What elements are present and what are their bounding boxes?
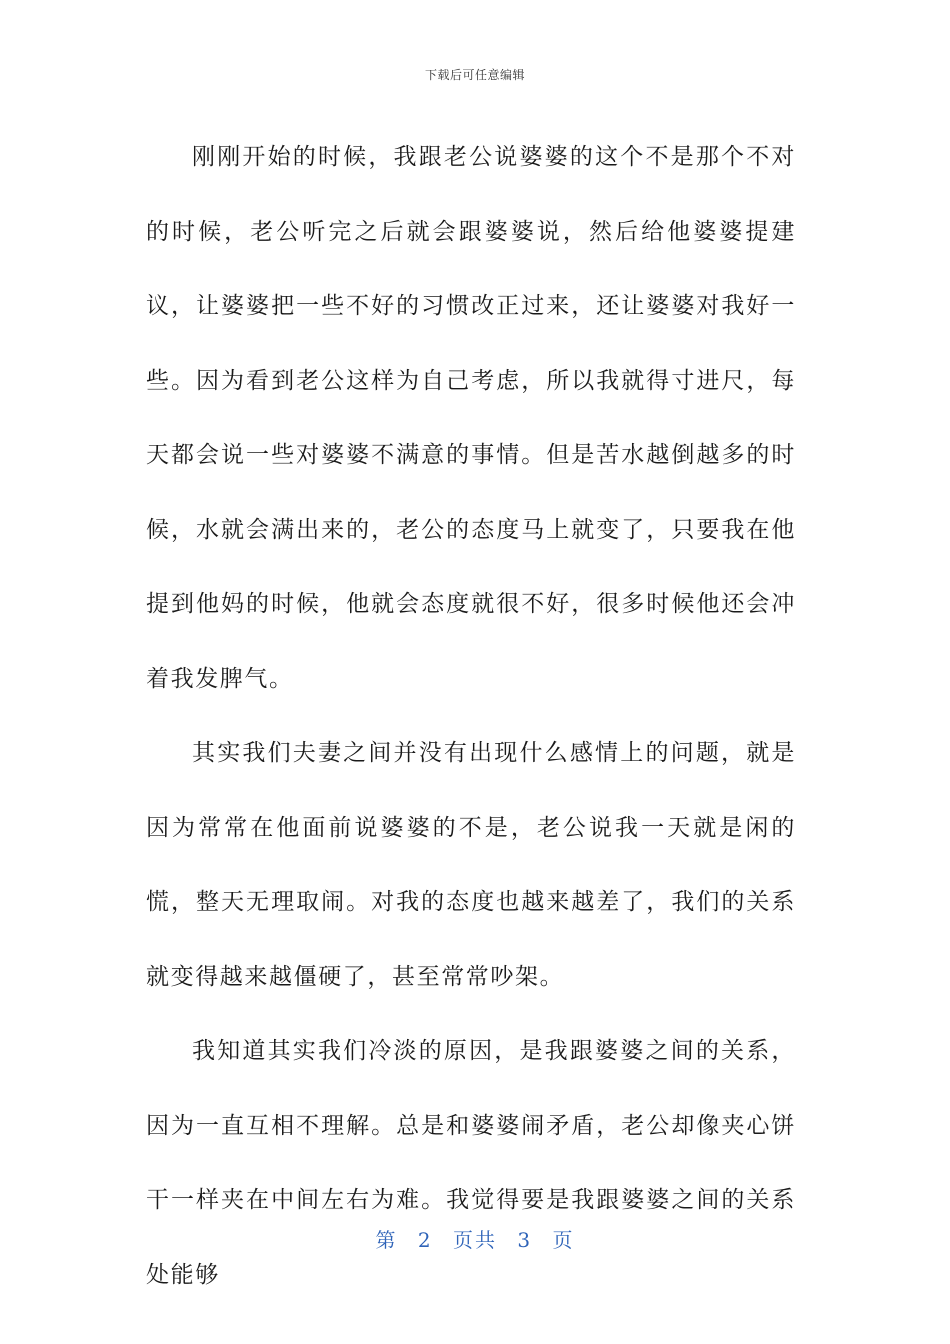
footer-prefix: 第	[375, 1228, 398, 1252]
paragraph-3: 我知道其实我们冷淡的原因，是我跟婆婆之间的关系，因为一直互相不理解。总是和婆婆闹矛盾，老公却像夹心饼干一样夹在中间左右为难。我觉得要是我跟婆婆之间的关系处能够	[146, 1038, 796, 1288]
footer-total-pages: 3	[517, 1228, 533, 1252]
footer-current-page: 2	[417, 1228, 433, 1252]
header-note: 下载后可任意编辑	[424, 68, 525, 82]
paragraph-1: 刚刚开始的时候，我跟老公说婆婆的这个不是那个不对的时候，老公听完之后就会跟婆婆说，然后给他婆婆提建议，让婆婆把一些不好的习惯改正过来，还让婆婆对我好一些。因为看到老公这样为自己考虑，所以我就得寸进尺，每天都会说一些对婆婆不满意的事情。但是苦水越倒越多的时候，水就会满出来的，老公的态度马上就变了，只要我在他提到他妈的时候，他就会态度就很不好，很多时候他还会冲着我发脾气。	[146, 144, 796, 692]
footer-suffix: 页	[552, 1228, 575, 1252]
paragraph-2: 其实我们夫妻之间并没有出现什么感情上的问题，就是因为常常在他面前说婆婆的不是，老公说我一天就是闲的慌，整天无理取闹。对我的态度也越来越差了，我们的关系就变得越来越僵硬了，甚至常常吵架。	[146, 740, 796, 990]
footer-middle: 页共	[453, 1228, 497, 1252]
body-text	[146, 120, 796, 1312]
page-footer	[0, 1224, 950, 1253]
